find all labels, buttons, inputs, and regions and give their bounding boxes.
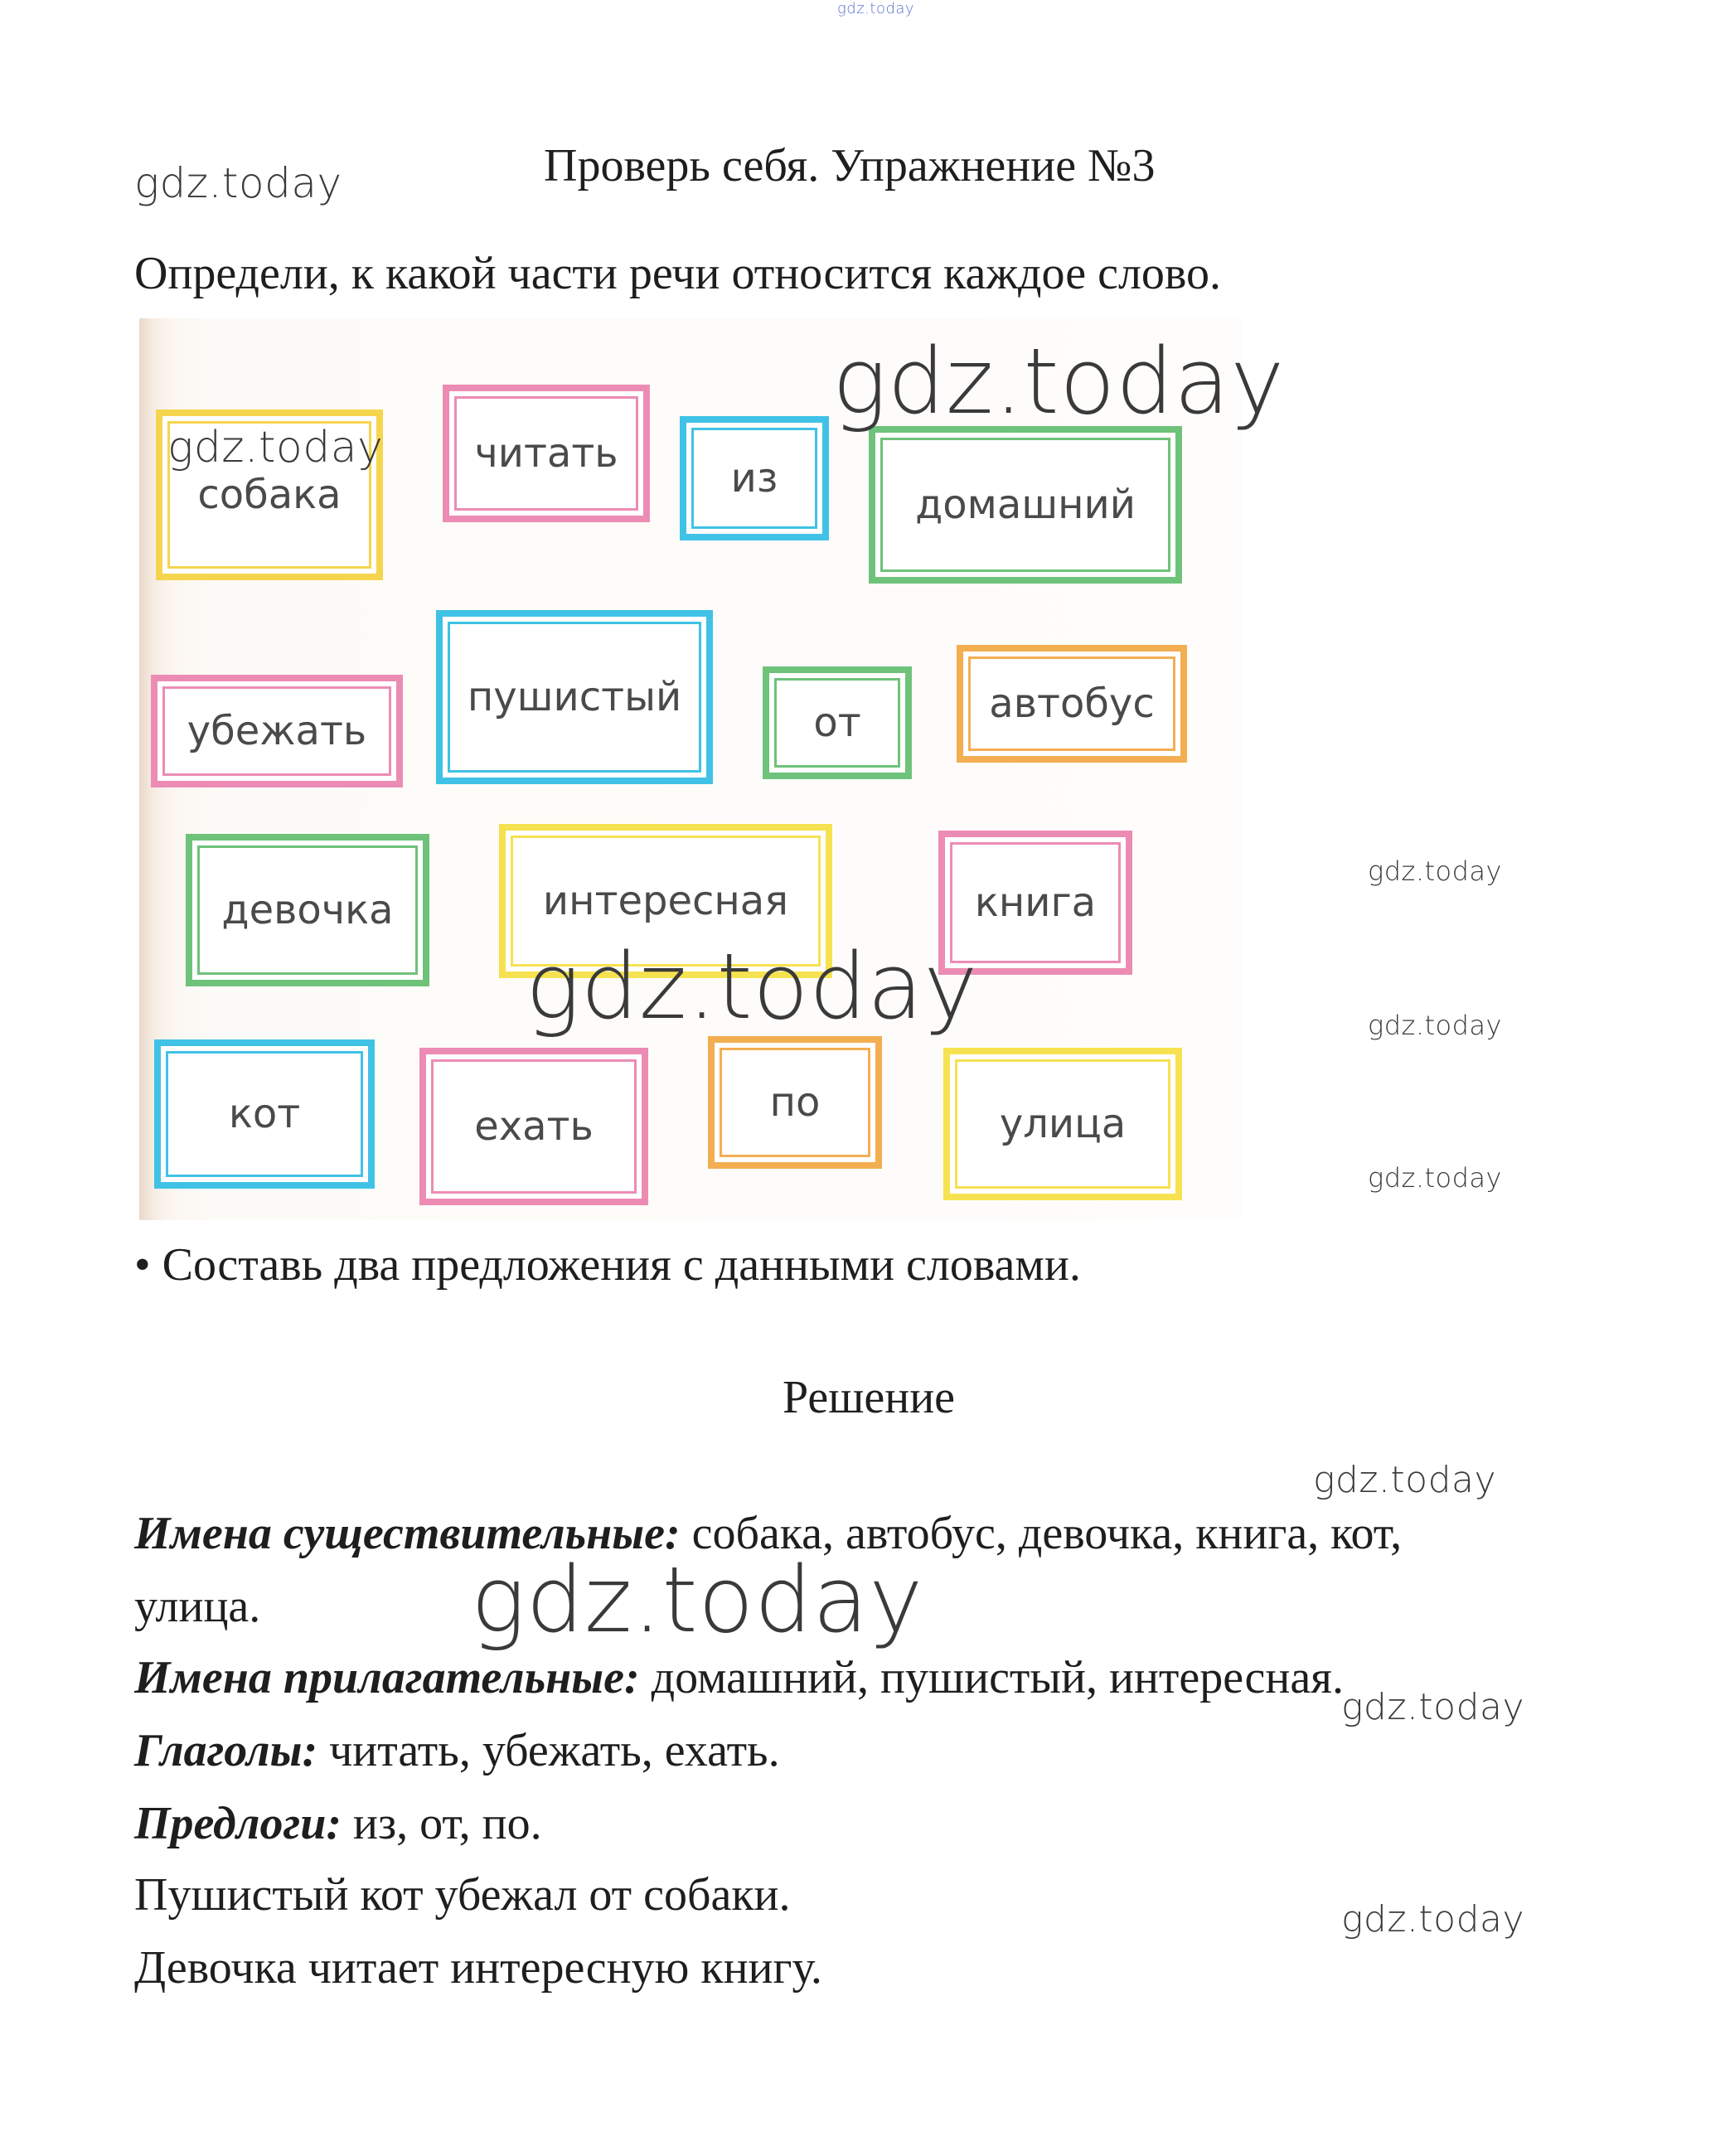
watermark: gdz.today xyxy=(471,1547,923,1653)
word-card: от xyxy=(763,666,912,779)
word-card: кот xyxy=(154,1039,375,1189)
nouns-line-cont: улица. xyxy=(134,1581,261,1632)
verbs-line xyxy=(134,1724,780,1777)
solution-heading: Решение xyxy=(783,1372,956,1423)
verbs-text: читать, убежать, ехать. xyxy=(317,1725,780,1776)
watermark: gdz.today xyxy=(526,933,978,1039)
word-card: пушистый xyxy=(436,610,713,784)
watermark: gdz.today xyxy=(1368,1010,1502,1041)
word-card: интересная xyxy=(499,824,832,978)
sentence-2: Девочка читает интересную книгу. xyxy=(134,1942,822,1994)
adjectives-text: домашний, пушистый, интересная. xyxy=(639,1652,1344,1703)
word-card: читать xyxy=(443,385,650,522)
watermark-top: gdz.today xyxy=(837,0,915,17)
watermark: gdz.today xyxy=(832,328,1285,434)
nouns-label: Имена существительные: xyxy=(134,1508,681,1559)
word-card: книга xyxy=(938,831,1132,975)
watermark: gdz.today xyxy=(134,159,342,207)
word-card: собака xyxy=(156,409,383,580)
word-card: убежать xyxy=(151,675,403,787)
watermark: gdz.today xyxy=(1313,1459,1497,1501)
watermark: gdz.today xyxy=(1341,1898,1525,1940)
word-card: ехать xyxy=(419,1048,648,1205)
word-card: автобус xyxy=(957,645,1187,763)
nouns-text: собака, автобус, девочка, книга, кот, xyxy=(680,1508,1403,1559)
adjectives-line xyxy=(134,1651,1344,1704)
task-prompt: Определи, к какой части речи относится каждое слово. xyxy=(134,248,1221,299)
verbs-label: Глаголы: xyxy=(134,1725,318,1776)
adjectives-label: Имена прилагательные: xyxy=(134,1652,640,1703)
word-card: улица xyxy=(943,1048,1182,1200)
page-title: Проверь себя. Упражнение №3 xyxy=(544,140,1156,191)
word-card: девочка xyxy=(186,834,429,986)
watermark: gdz.today xyxy=(167,423,384,472)
task-bullet: • Составь два предложения с данными словами. xyxy=(134,1239,1081,1291)
watermark: gdz.today xyxy=(1368,1162,1502,1194)
prepositions-label: Предлоги: xyxy=(134,1798,342,1849)
watermark: gdz.today xyxy=(1341,1686,1525,1728)
sentence-1: Пушистый кот убежал от собаки. xyxy=(134,1869,791,1921)
word-card: по xyxy=(708,1036,882,1169)
watermark: gdz.today xyxy=(1368,855,1502,887)
word-card: домашний xyxy=(869,426,1182,584)
word-card: из xyxy=(680,416,829,540)
prepositions-line xyxy=(134,1797,542,1850)
prepositions-text: из, от, по. xyxy=(342,1798,542,1849)
